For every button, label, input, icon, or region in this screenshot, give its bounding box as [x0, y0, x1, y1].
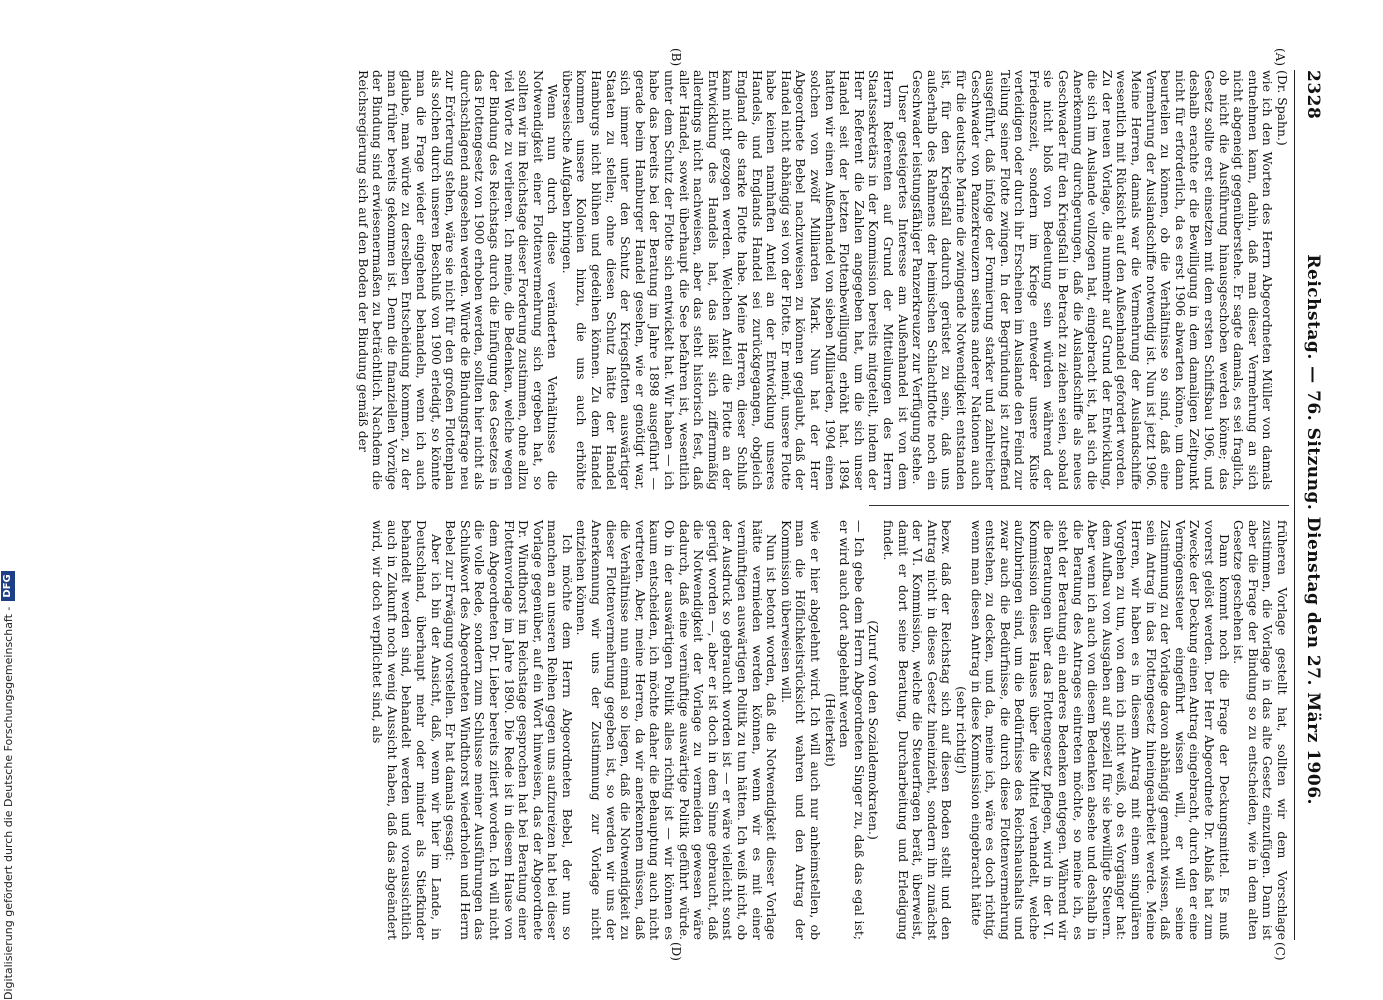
- paragraph: früheren Vorlage gestellt hat, sollten wir dem Vorschlage zustimmen, die Vorlage in das alte Gesetz einzufügen. Dann ist aber die Frage der Bindung so zu entscheiden, wie in dem alten Gesetze geschehen ist.: [1231, 520, 1290, 940]
- speaker-label: (Dr. Spahn.): [1275, 70, 1290, 146]
- paragraph: wie ich den Worten des Herrn Abgeordneten Müller von damals entnehmen kann, dahin, daß man dieser Vermehrung an sich nicht abgeneigt gegenüberstehe. Er sagte damals, es sei fraglich, ob nicht die Ausführung hinausgeschoben werden könne; das Gesetz sollte erst einsetzen mit dem ersten Schiffsbau 1906, und deshalb erachte er die Bewilligung in dem damaligen Zeitpunkt nicht für erforderlich, da es erst 1906 abwarten könne, um dann beurteilen zu können, ob die Verhältnisse so sind, daß eine Vermehrung der Auslandschiffe notwendig ist. Nun ist jetzt 1906. Meine Herren, damals war die Vermehrung der Auslandschiffe wesentlich mit Rücksicht auf den Außenhandel gefordert worden. Zu der neuen Vorlage, die nunmehr auf Grund der Entwicklung, die sich im Auslande vollzogen hat, eingebracht ist, hat sich die Anerkennung durchgerungen, daß die Auslandschiffe als neues Geschwader für den Kriegsfall in Betracht zu ziehen seien, sobald sie nicht bloß von Bedeutung sein würden während der Friedenszeit, sondern im Kriege entweder unsere Küste verteidigen oder durch ihr Erscheinen im Auslande den Feind zur Teilung seiner Flotte zwingen. In der Begründung ist zutreffend ausgeführt, daß infolge der Formierung starker und zahlreicher Geschwader von Panzerkreuzern seitens anderer Nationen auch für die deutsche Marine die zwingende Notwendigkeit entstanden ist, für den Kriegsfall dadurch gerüstet zu sein, daß uns außerhalb des Rahmens der heimischen Schlachtflotte noch ein Geschwader leistungsfähiger Panzerkreuzer zur Verfügung stehe.: [910, 70, 1276, 490]
- credit-text: Digitalisierung gefördert durch die Deutsche Forschungsgemeinschaft -: [1, 606, 15, 1000]
- paragraph: — Ich gebe dem Herrn Abgeordneten Singer zu, daß das egal ist; er wird auch dort abgelehnt werden: [837, 520, 867, 940]
- margin-mark-c: (C): [1273, 942, 1287, 961]
- paragraph: Nun ist betont worden, daß die Notwendigkeit dieser Vorlage hätte vermieden werden können, wenn wir es mit einer vernünftigen auswärtigen Politik zu tun hätten. Ich weiß nicht, ob der Ausdruck so gebraucht worden ist — er wäre vielleicht sonst gerügt worden —, aber er ist doch in dem Sinne gebraucht, daß die Notwendigkeit der Vorlage zu vermeiden gewesen wäre dadurch, daß eine vernünftige auswärtige Politik geführt würde. Ob in der auswärtigen Politik alles richtig ist — wir können es kaum entscheiden, ich möchte daher die Behauptung auch nicht vertreten. Aber, meine Herren, da wir anerkennen müssen, daß die Verhältnisse nun einmal so liegen, daß die Notwendigkeit zu dieser Flottenvermehrung gegeben ist, so werden wir uns der Anerkennung wir uns der Zustimmung zur Vorlage nicht entziehen können.: [574, 520, 780, 940]
- column-divider: [869, 505, 1289, 506]
- header-rule: [1294, 70, 1295, 940]
- paragraph: bezw. daß der Reichstag sich auf diesen Boden stellt und den Antrag nicht in dieses Gesetz hineinzieht, sondern ihn zunächst der VI. Kommission, welche die Steuerfragen berät, überweist, damit er dort seine Beratung, Durcharbeitung und Erledigung findet.: [880, 520, 955, 940]
- page-title: Reichstag. — 76. Sitzung. Dienstag den 27. März 1906.: [1303, 254, 1323, 805]
- digitization-credit: [0, 0, 16, 1000]
- page-content: [53, 48, 1323, 961]
- page-header: [1299, 70, 1323, 940]
- quotation: Aber ich bin der Ansicht, daß, wenn wir hier im Lande, in Deutschland, überhaupt mehr oder minder als Stiefkinder behandelt werden sind, behandelt werden und voraussichtlich auch in Zukunft noch wenig Aussicht haben, daß das abgeändert wird, wir doch verpflichtet sind, als: [370, 520, 444, 940]
- credit-strip: [0, 0, 16, 1000]
- page-number: 2328: [1303, 70, 1323, 120]
- left-column: [355, 70, 1289, 490]
- right-column: [370, 520, 1289, 940]
- paragraph: Unser gesteigertes Interesse am Außenhandel ist von dem Herrn Referenten auf Grund der Mitteilungen des Herrn Staatssekretärs in der Kommission bereits mitgeteilt, indem der Herr Referent die Zahlen angegeben hat, um die sich unser Handel seit der letzten Flottenbewilligung erhöht hat. 1894 hatten wir einen Außenhandel von sieben Milliarden, 1904 einen solchen von zwölf Milliarden Mark. Nun hat der Herr Abgeordnete Bebel nachzuweisen zu können geglaubt, daß der Handel nicht abhängig sei von der Flotte. Er meint, unsere Flotte habe keinen namhaften Anteil an der Entwicklung unseres Handels, und Englands Handel sei zurückgegangen, obgleich England die starke Flotte habe. Meine Herren, dieser Schluß kann nicht gezogen werden. Welchen Anteil die Flotte an der Entwicklung des Handels hat, das läßt sich ziffernmäßig allerdings nicht nachweisen, aber das steht historisch fest, daß aller Handel, soweit überhaupt die See befahren ist, wesentlich unter dem Schutz der Flotte sich entwickelt hat. Wir haben — ich habe das bereits bei der Beratung im Jahre 1898 ausgeführt — gerade beim Hamburger Handel gesehen, wie er genötigt war, sich immer unter den Schutz der Kriegsflotten auswärtiger Staaten zu stellen; ohne diesen Schutz hätte der Handel Hamburgs nicht blühen und gedeihen können. Zu dem Handel kommen unsere Kolonien hinzu, die uns auch erhöhte überseeische Aufgaben bringen.: [559, 70, 911, 490]
- interjection: (Heiterkeit): [822, 693, 838, 767]
- dfg-logo: DFG: [1, 571, 15, 600]
- paragraph: Ich möchte dem Herrn Abgeordneten Bebel, der nun so manchen an unseren Reihen gegen uns aufzureizen hat bei dieser Vorlage gegenüber, auf ein Wort hinweisen, das der Abgeordnete Dr. Windthorst im Reichstage gesprochen hat bei Beratung einer Flottenvorlage im Jahre 1890. Die Rede ist in diesem Hause von dem Abgeordneten Dr. Lieber bereits zitiert worden. Ich will nicht die volle Rede, sondern zum Schlusse meiner Ausführungen das Schlußwort des Abgeordneten Windthorst wiederholen und Herrn Bebel zur Erwägung vorstellen. Er hat damals gesagt:: [443, 520, 575, 940]
- margin-mark-a: (A): [1273, 48, 1287, 67]
- paragraph: Wenn nun durch diese veränderten Verhältnisse die Notwendigkeit einer Flottenvermehrung sich ergeben hat, so sollten wir im Reichstage dieser Forderung zustimmen, ohne allzu viel Worte zu verlieren. Ich meine, die Bedenken, welche wegen der Bindung des Reichstags durch die Einfügung des Gesetzes in das Flottengesetz von 1900 erhoben werden, sollten hier nicht als durchschlagend angesehen werden. Würde die Bindungsfrage neu zur Erörterung stehen, wäre sie nicht für den großen Flottenplan als solchen durch unseren Beschluß von 1900 erledigt, so könnte man die Frage wieder eingehend behandeln, wenn ich auch glaube, man würde zu derselben Entscheidung kommen, zu der man früher bereits gekommen ist. Denn die finanziellen Vorzüge der Bindung sind erwiesenermaßen zu beträchtlich. Nachdem die Reichsregierung sich auf den Boden der Bindung gemäß der: [355, 70, 561, 490]
- interjection: (Zuruf von den Sozialdemokraten.): [866, 620, 882, 840]
- margin-mark-b: (B): [669, 48, 683, 67]
- paragraph: Dann kommt noch die Frage der Deckungsmittel. Es muß vorerst gelöst werden. Der Herr Abgeordnete Dr. Ablaß hat zum Zwecke der Deckung einen Antrag eingebracht, durch den er eine Vermögenssteuer eingeführt wissen will, er will seine Zustimmung zu der Vorlage davon abhängig gemacht wissen, daß sein Antrag in das Flottengesetz hineingearbeitet werde. Meine Herren, wir haben es in diesem Antrag mit einem singulären Vorgehen zu tun, von dem ich nicht weiß, ob es Vorgänger hat: dem Aufbau von Ausgaben auf speziell für sie bewilligte Steuern. Aber wenn ich auch von diesem Bedenken absehe und deshalb in die Beratung des Antrages eintreten möchte, so meine ich, es steht der Beratung ein anderes Bedenken entgegen. Während wir die Beratungen über das Flottengesetz pflegen, wird in der VI. Kommission dieses Hauses über die Mittel verhandelt, welche aufzubringen sind, um die Bedürfnisse des Reichshaushalts und zwar auch die Bedürfnisse, die durch diese Flottenvermehrung entstehen, zu decken, und da, meine ich, wäre es doch richtig, wenn man diesen Antrag in diese Kommission eingebracht hätte: [968, 520, 1232, 940]
- paragraph: wie er hier abgelehnt wird. Ich will auch nur anheimstellen, ob man die Höflichkeitsrücksicht wahren und den Antrag der Kommission überweisen will.: [778, 520, 823, 940]
- interjection: (sehr richtig!): [953, 686, 969, 774]
- margin-mark-d: (D): [669, 942, 683, 961]
